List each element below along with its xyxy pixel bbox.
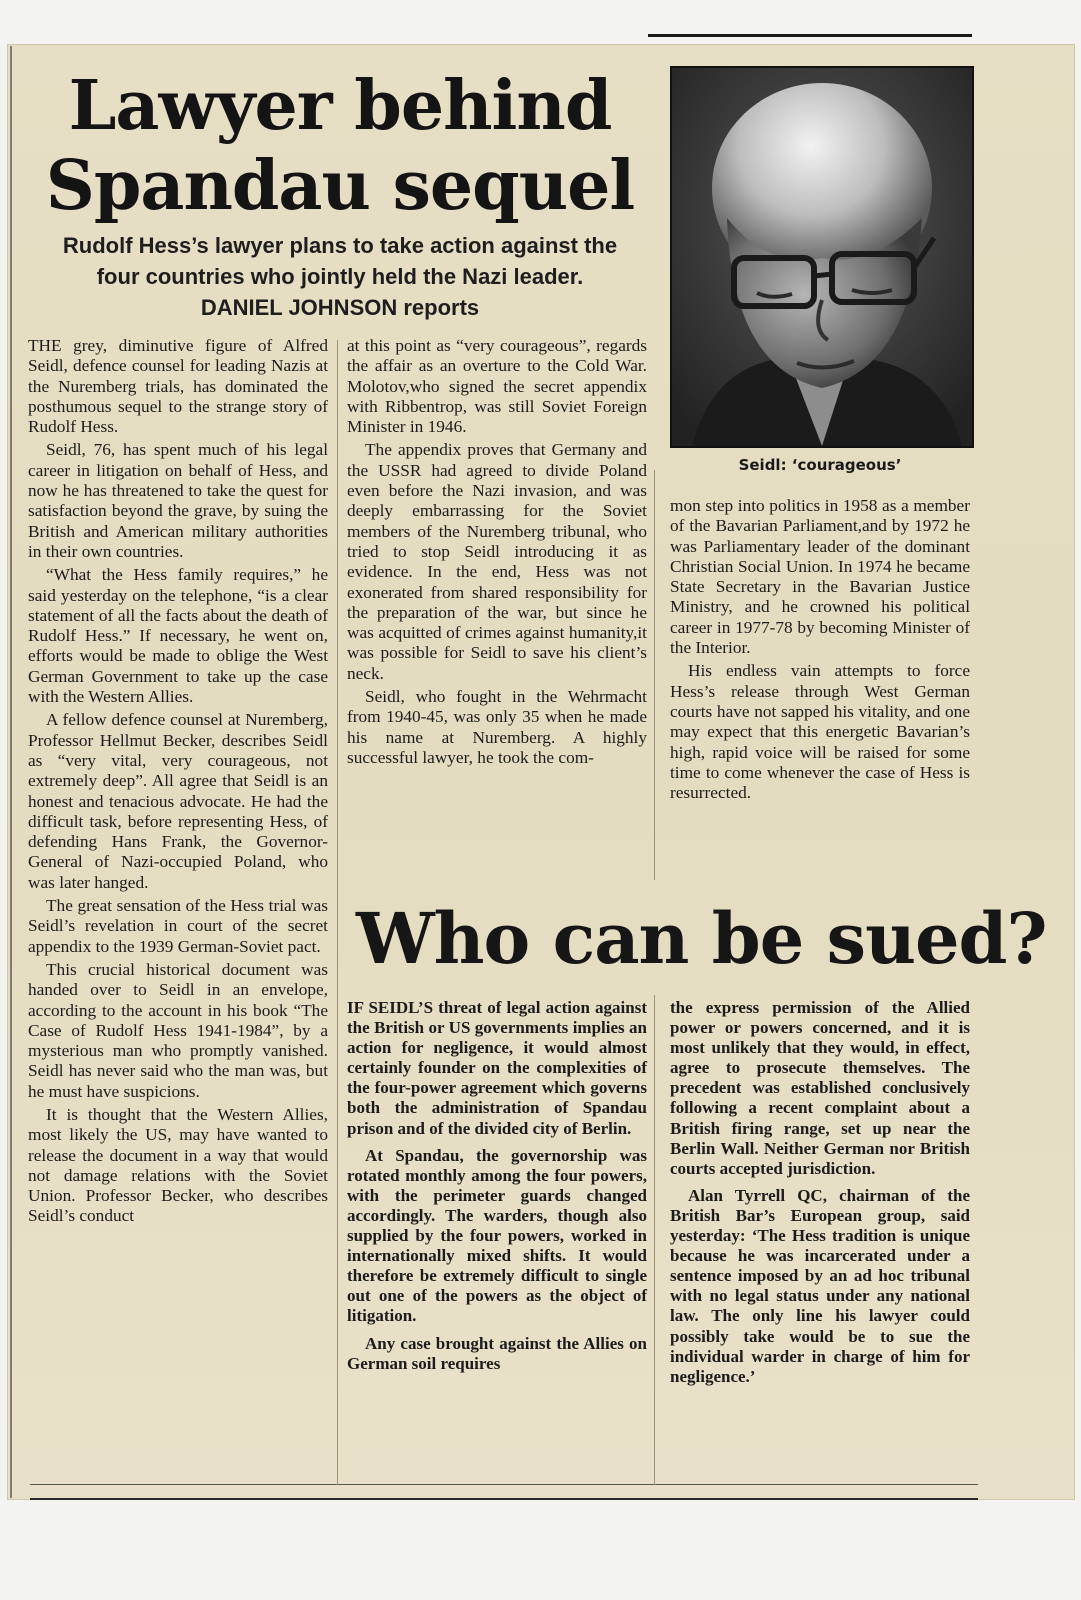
paragraph: It is thought that the Western Allies, most likely the US, may have wanted to release the document in a way that would not damage relations with the Soviet Union. Professor Becker, who describes Seidl’s conduct [28, 1104, 328, 1226]
paragraph: IF SEIDL’S threat of legal action against the British or US governments implies an action for negligence, it would almost certainly founder on the complexities of the four-power agreement which governs both the administration of Spandau prison and of the divided city of Berlin. [347, 998, 647, 1138]
article-column-1 [28, 336, 328, 1230]
sidebar-column-1 [347, 998, 647, 1381]
paragraph: THE grey, diminutive figure of Alfred Seidl, defence counsel for leading Nazis at the Nuremberg trials, has dominated the posthumous sequel to the strange story of Rudolf Hess. [28, 336, 328, 437]
sidebar-headline: Who can be sued? [356, 897, 1047, 980]
bottom-rule [30, 1498, 978, 1500]
paragraph: This crucial historical document was handed over to Seidl in an envelope, according to the account in his book “The Case of Rudolf Hess 1941-1984”, by a mysterious man who promptly vanished. Seidl has never said who the man was, but he must have suspicions. [28, 959, 328, 1101]
portrait-illustration [672, 68, 972, 446]
top-rule [648, 34, 972, 37]
column-rule [654, 995, 655, 1485]
photo-caption: Seidl: ‘courageous’ [738, 456, 902, 474]
headline [40, 66, 640, 226]
paragraph: His endless vain attempts to force Hess’s release through West German courts have not sapped his vitality, and one may expect that this energetic Bavarian’s high, rapid voice will be raised for some time to come whenever the case of Hess is resurrected. [670, 661, 970, 803]
column-rule [337, 340, 338, 1485]
bottom-rule-thin [30, 1484, 978, 1485]
headline-line-1: Lawyer behind [68, 66, 612, 146]
paragraph: at this point as “very courageous”, regards the affair as an overture to the Cold War. Molotov,who signed the secret appendix with Ribbentrop, was still Soviet Foreign Minister in 1946. [347, 336, 647, 437]
column-rule [654, 470, 655, 880]
paragraph: Seidl, 76, has spent much of his legal career in litigation on behalf of Hess, and now he has threatened to take the quest for satisfaction beyond the grave, by suing the British and American military authorities in their own countries. [28, 440, 328, 561]
paragraph: Alan Tyrrell QC, chairman of the British Bar’s European group, said yesterday: ‘The Hess tradition is unique because he was incarcerated under a sentence imposed by an ad hoc tribunal with no legal status under any national law. The only line his lawyer could possibly take would be to sue the individual warder in charge of him for negligence.’ [670, 1185, 970, 1386]
left-edge-rule [10, 46, 12, 1498]
subhead-line-2: four countries who jointly held the Nazi leader. [96, 264, 584, 289]
article-column-2 [347, 336, 647, 771]
paragraph: The appendix proves that Germany and the USSR had agreed to divide Poland even before the Nazi invasion, and was deeply embarrassing for the Soviet members of the Nuremberg tribunal, who tried to stop Seidl introducing it as evidence. In the end, Hess was not exonerated from shared responsibility for the preparation of the war, but since he was acquitted of crimes against humanity,it was possible for Seidl to save his client’s neck. [347, 440, 647, 683]
sidebar-column-2 [670, 998, 970, 1394]
paragraph: Seidl, who fought in the Wehrmacht from 1940-45, was only 35 when he made his name at Nuremberg. A highly successful lawyer, he took the com- [347, 687, 647, 767]
paragraph: The great sensation of the Hess trial was Seidl’s revelation in court of the secret appendix to the 1939 German-Soviet pact. [28, 896, 328, 956]
paragraph: mon step into politics in 1958 as a member of the Bavarian Parliament,and by 1972 he was Parliamentary leader of the dominant Christian Social Union. In 1974 he became State Secretary in the Bavarian Justice Ministry, and he crowned his political career in 1977-78 by becoming Minister of the Interior. [670, 496, 970, 658]
paragraph: “What the Hess family requires,” he said yesterday on the telephone, “is a clear statement of all the facts about the death of Rudolf Hess.” If necessary, he went on, efforts would be made to oblige the West German Government to take up the case with the Western Allies. [28, 565, 328, 707]
headline-line-2: Spandau sequel [45, 146, 635, 226]
portrait-photo [670, 66, 974, 448]
paragraph: At Spandau, the governorship was rotated monthly among the four powers, with the perimeter guards changed accordingly. The warders, though also supplied by the four powers, worked in internationally mixed shifts. It would therefore be extremely difficult to single out one of the powers as the object of litigation. [347, 1145, 647, 1326]
subhead-line-1: Rudolf Hess’s lawyer plans to take action against the [62, 233, 618, 258]
paragraph: A fellow defence counsel at Nuremberg, Professor Hellmut Becker, describes Seidl as “very vital, very courageous, not extremely deep”. All agree that Seidl is an honest and tenacious advocate. He had the difficult task, before representing Hess, of defending Hans Frank, the Governor-General of Nazi-occupied Poland, who was later hanged. [28, 710, 328, 892]
article-column-3 [670, 496, 970, 806]
paragraph: the express permission of the Allied power or powers concerned, and it is most unlikely that they would, in effect, agree to prosecute themselves. The precedent was established conclusively following a recent complaint about a British firing range, set up near the Berlin Wall. Neither German nor British courts accepted jurisdiction. [670, 998, 970, 1178]
paragraph: Any case brought against the Allies on German soil requires [347, 1333, 647, 1373]
subheadline [30, 230, 650, 323]
byline: DANIEL JOHNSON reports [200, 295, 480, 320]
